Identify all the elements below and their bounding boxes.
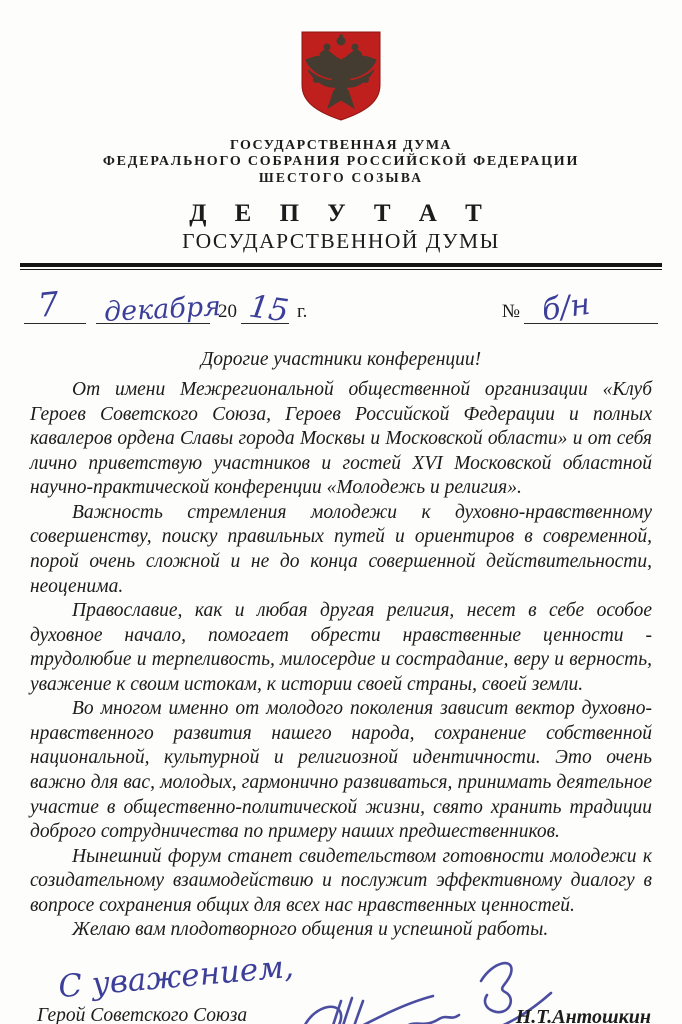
signature-ink-icon — [255, 941, 555, 1024]
date-day-field — [24, 284, 86, 325]
letter-paragraph: Во многом именно от молодого поколения зависит вектор духовно-нравственного развития нашего народа, сохранение собственной национальной, культурной и религиозной идентичности. Это очень важно для вас, молодых, гармонично развиваться, принимать деятельное участие в общественно-политической жизни, свято хранить традиции доброго сотрудничества по примеру наших предшественников. — [30, 698, 652, 843]
number-label: № — [501, 301, 520, 322]
number-handwriting: б/н — [539, 286, 593, 329]
letter-paragraphs — [30, 378, 652, 943]
date-month-handwriting: декабря — [103, 290, 222, 329]
letter-paragraph: Нынешний форум станет свидетельством готовности молодежи к созидательному взаимодействию и послужит эффективному диалогу в вопросе сохранения общих для всех нас нравственных ценностей. — [30, 845, 652, 916]
date-year-handwriting: 15 — [246, 288, 291, 330]
org-name-line2: ФЕДЕРАЛЬНОГО СОБРАНИЯ РОССИЙСКОЙ ФЕДЕРАЦИИ — [102, 154, 580, 169]
date-year-field — [241, 288, 291, 330]
org-name-line3: ШЕСТОГО СОЗЫВА — [258, 170, 424, 185]
number-fields — [494, 286, 658, 329]
letter-paragraph: Желаю вам плодотворного общения и успешной работы. — [72, 919, 549, 941]
letter-paragraph: Важность стремления молодежи к духовно-нравственному совершенству, поиску правильных путей и ориентиров в современной, порой очень сложной и не до конца совершенной действительности, неоценима. — [30, 501, 652, 597]
dateline — [24, 278, 658, 330]
header-divider — [20, 263, 662, 270]
signer-title: Герой Советского Союза — [37, 1004, 248, 1024]
org-name-line1: ГОСУДАРСТВЕННАЯ ДУМА — [230, 138, 452, 153]
letterhead — [0, 0, 682, 254]
deputy-title: Д Е П У Т А Т — [189, 200, 493, 227]
deputy-subtitle: ГОСУДАРСТВЕННОЙ ДУМЫ — [182, 229, 500, 253]
organization-lines — [0, 138, 682, 186]
date-month-field — [96, 290, 222, 329]
number-field — [524, 286, 658, 329]
signature-block — [0, 948, 682, 1024]
letter-paragraph: От имени Межрегиональной общественной организации «Клуб Героев Советского Союза, Героев Российской Федерации и полных кавалеров ордена Славы города Москвы и Московской области» и от себя лично приветствую участников и гостей XVI Московской областной научно-практической конференции «Молодежь и религия». — [30, 379, 652, 499]
letter-paragraph: Православие, как и любая другая религия, несет в себе особое духовное начало, помогает обрести нравственные ценности - трудолюбие и терпеливость, милосердие и сострадание, веру и верность, уважение к своим истокам, к истории своей страны, своей земли. — [30, 600, 652, 695]
date-year-suffix: г. — [297, 301, 308, 322]
date-fields — [24, 284, 311, 330]
closing-handwriting: С уважением, — [56, 948, 296, 1006]
salutation: Дорогие участники конференции! — [200, 349, 482, 370]
signer-name: Н.Т.Антошкин — [515, 1005, 651, 1024]
date-year-prefix: 20 — [218, 301, 237, 322]
date-day-handwriting: 7 — [36, 284, 61, 325]
coat-of-arms-of-russia-icon — [296, 28, 386, 127]
